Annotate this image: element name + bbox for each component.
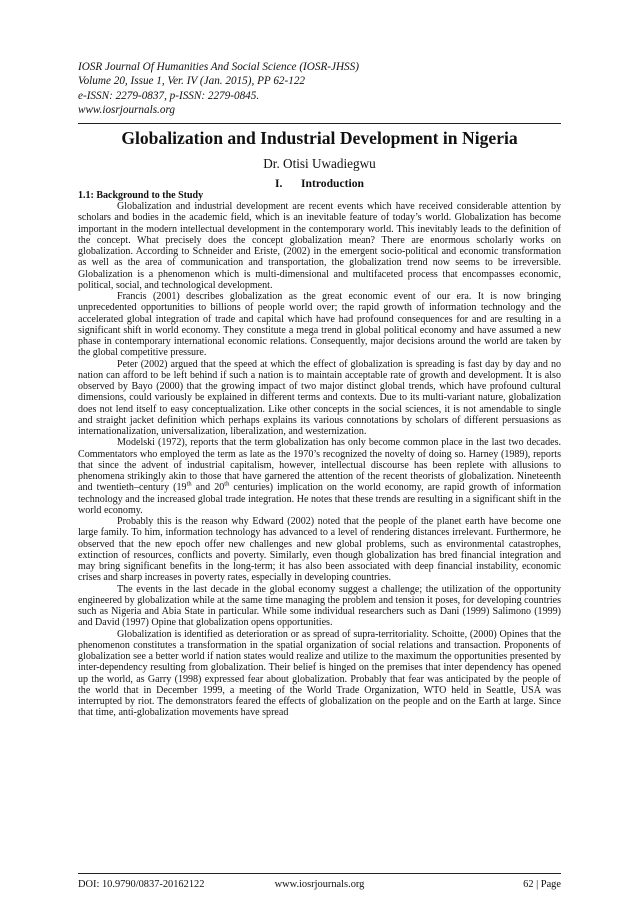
paragraph: Globalization is identified as deterioration or as spread of supra-territoriality. Schoitte, (2000) Opines that the phenomenon constitutes a transformation in the spatial organization of social relations and transaction. Proponents of globalization see a better world if nation states would realize and utilize to the maximum the opportunities presented by inter-dependency resulting from globalization. Their belief is hinged on the premises that inter dependency has opened up the world, as Garry (1998) expressed fear about globalization. Probably that fear was anticipated by the people of the world that in December 1999, a meeting of the World Trade Organization, WTO held in Seattle, USA was interrupted by riot. The demonstrators feared the effects of globalization on the people and on the Earth at large. Since that time, anti-globalization movements have spread bbox=[78, 628, 561, 719]
page-number: 62 | Page bbox=[523, 879, 561, 890]
journal-name: IOSR Journal Of Humanities And Social Science (IOSR-JHSS) bbox=[78, 61, 359, 73]
header-divider bbox=[78, 123, 561, 124]
paragraph: Probably this is the reason why Edward (2002) noted that the people of the planet earth have become one large family. To him, information technology has advanced to a level of rendering distances irrelevant. Furthermore, he observed that the new epoch offer new challenges and new global problems, such as environmental catastrophes, extinction of resources, conflicts and poverty. Similarly, even though globalization has bred financial integration and may bring significant benefits in the long-term; it has also been associated with deep financial instability, economic crises and sharp increases in poverty rates, especially in developing countries. bbox=[78, 516, 561, 584]
section-heading bbox=[78, 177, 561, 191]
section-number: I. bbox=[275, 177, 283, 190]
section-title: Introduction bbox=[301, 177, 364, 190]
journal-header bbox=[78, 60, 558, 118]
footer-divider bbox=[78, 873, 561, 874]
paragraph: Francis (2001) describes globalization as the great economic event of our era. It is now bringing unprecedented opportunities to billions of people world over; the rapid growth of information technology and the accelerated global integration of trade and capital which have had profound consequences for and are resulting in a significant shift in world economy. They constitute a mega trend in global political economy and have assumed a new phase in contemporary international economic relations. Consequently, major decisions around the world are taken by the global competitive pressure. bbox=[78, 291, 561, 359]
journal-website: www.iosrjournals.org bbox=[78, 104, 175, 117]
body-text bbox=[78, 201, 561, 719]
journal-volume: Volume 20, Issue 1, Ver. IV (Jan. 2015), PP 62-122 bbox=[78, 75, 306, 88]
paragraph: Modelski (1972), reports that the term globalization has only become common place in the last two decades. Commentators who employed the term as late as the 1970’s recognized the novelty of doing so. Harney (1989), reports that since the advent of industrial capitalism, however, intellectual discourse has been replete with allusions to phenomena strikingly akin to those that have garnered the attention of the recent theorists of globalization. Nineteenth and twentieth–century (19th and 20th centuries) implication on the world economy, are rapid growth of information technology and the increased global trade integration. He notes that these trends are resulting in a significant shift in the world economy. bbox=[78, 437, 561, 516]
paper-title: Globalization and Industrial Development in Nigeria bbox=[121, 128, 518, 148]
footer-website: www.iosrjournals.org bbox=[274, 879, 365, 890]
journal-issn: e-ISSN: 2279-0837, p-ISSN: 2279-0845. bbox=[78, 89, 260, 102]
paragraph: Peter (2002) argued that the speed at which the effect of globalization is spreading is fast day by day and no nation can afford to be left behind if such a nation is to maintain acceptable rate of growth and development. It is also observed by Bayo (2000) that the growing impact of two major distinct global trends, which have profound cultural dimensions, could variously be explained in different terms and contexts. Due to its multi-variant nature, globalization does not lend itself to easy conceptualization. Like other concepts in the social sciences, it is not amendable to single and straight jacket definition which perhaps explains its various connotations by scholars of different persuasions as internationalization, universalization, liberalization, and westernization. bbox=[78, 358, 561, 437]
footer-doi: DOI: 10.9790/0837-20162122 bbox=[78, 879, 205, 890]
paper-author: Dr. Otisi Uwadiegwu bbox=[263, 156, 376, 171]
subsection-heading: 1.1: Background to the Study bbox=[78, 190, 204, 201]
paragraph: The events in the last decade in the global economy suggest a challenge; the utilization of the opportunity engineered by globalization while at the same time managing the problem and tension it poses, for developing countries such as Nigeria and Abia State in particular. While some individual researchers such as Dani (1999) Salimono (1999) and David (1997) Opine that globalization opens opportunities. bbox=[78, 583, 561, 629]
paragraph: Globalization and industrial development are recent events which have received considerable attention by scholars and bodies in the academic field, which is an inevitable feature of today’s world. Globalization has become important in the modern intellectual development in the contemporary world. This inevitably leads to the definition of the concept. What precisely does the concept globalization mean? There are enormous scholarly works on globalization. According to Schneider and Eriste, (2002) in the emergent socio-political and economic transformation as well as the area of communication and transportation, the globalization trend now seems to be irreversible. Globalization is a phenomenon which is multi-dimensional and multifaceted process that encompasses economic, political, social, and technological development. bbox=[78, 201, 561, 291]
